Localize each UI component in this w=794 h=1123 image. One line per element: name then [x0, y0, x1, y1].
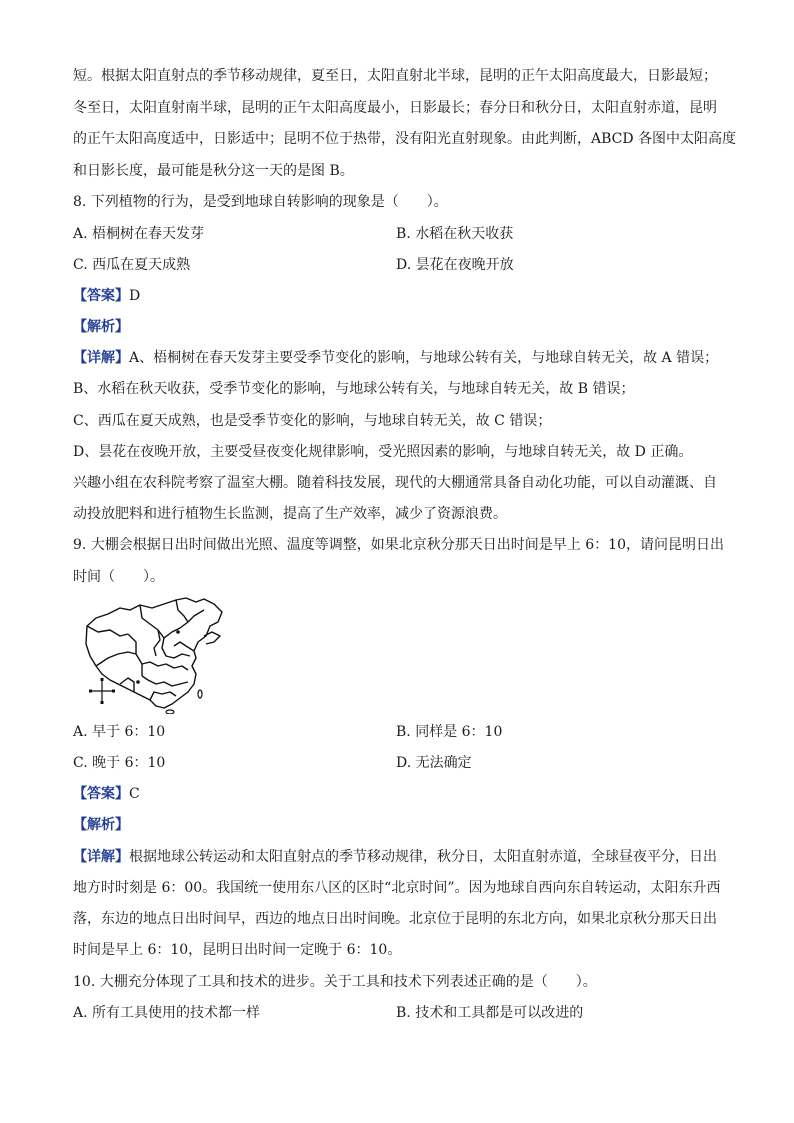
question-10-stem: 10. 大棚充分体现了工具和技术的进步。关于工具和技术下列表述正确的是（ ）。 [73, 974, 597, 990]
q8-option-b: B. 水稻在秋天收获 [396, 226, 514, 242]
paragraph-line: 的正午太阳高度适中，日影适中；昆明不位于热带，没有阳光直射现象。由此判断，ABCD 各图中太阳高度 [73, 131, 737, 147]
q10-option-b: B. 技术和工具都是可以改进的 [396, 1005, 584, 1021]
answer-tag: 【答案】 [73, 288, 129, 304]
q8-detail-line: C、西瓜在夏天成熟，也是受季节变化的影响，与地球自转无关，故 C 错误； [73, 413, 552, 429]
q9-detail-text: 根据地球公转运动和太阳直射点的季节移动规律，秋分日，太阳直射赤道，全球昼夜平分，日出 [129, 849, 717, 865]
q9-detail-line: 落，东边的地点日出时间早，西边的地点日出时间晚。北京位于昆明的东北方向，如果北京秋分那天日出 [73, 911, 717, 927]
q9-option-d: D. 无法确定 [396, 755, 472, 771]
q10-option-a: A. 所有工具使用的技术都一样 [73, 1005, 261, 1021]
q9-detail-line: 地方时时刻是 6：00。我国统一使用东八区的区时“北京时间”。因为地球自西向东自转运动，太阳东升西 [73, 880, 721, 896]
q8-answer-line [73, 286, 723, 306]
q8-detail-line: D、昙花在夜晚开放，主要受昼夜变化规律影响，受光照因素的影响，与地球自转无关，故 D 正确。 [73, 444, 693, 460]
q9-detail-line: 时间是早上 6：10，昆明日出时间一定晚于 6：10。 [73, 942, 402, 958]
q9-analysis-tag [73, 815, 723, 835]
china-map-outline [84, 596, 229, 714]
q8-analysis-tag [73, 317, 723, 337]
detail-tag: 【详解】 [73, 849, 129, 865]
q9-option-b: B. 同样是 6：10 [396, 724, 503, 740]
q9-detail-line [73, 847, 723, 867]
q8-option-a: A. 梧桐树在春天发芽 [73, 226, 205, 242]
q8-detail-text: A、梧桐树在春天发芽主要受季节变化的影响，与地球公转有关，与地球自转无关，故 A 错误； [129, 350, 719, 366]
context-line: 兴趣小组在农科院考察了温室大棚。随着科技发展，现代的大棚通常具备自动化功能，可以自动灌溉、自 [73, 475, 717, 491]
paragraph-line: 冬至日，太阳直射南半球，昆明的正午太阳高度最小，日影最长；春分日和秋分日，太阳直射赤道，昆明 [73, 100, 717, 116]
detail-tag: 【详解】 [73, 350, 129, 366]
context-line: 动投放肥料和进行植物生长监测，提高了生产效率，减少了资源浪费。 [73, 506, 507, 522]
q9-option-c: C. 晚于 6：10 [73, 755, 166, 771]
q8-answer: D [129, 288, 141, 304]
q8-detail-line [73, 348, 723, 368]
paragraph-line: 和日影长度，最可能是秋分这一天的是图 B。 [73, 163, 354, 179]
question-8-stem: 8. 下列植物的行为，是受到地球自转影响的现象是（ ）。 [73, 194, 448, 210]
answer-tag: 【答案】 [73, 786, 129, 802]
q8-option-d: D. 昙花在夜晚开放 [396, 257, 514, 273]
q9-answer-line [73, 784, 723, 804]
question-9-stem-cont: 时间（ ）。 [73, 569, 164, 585]
analysis-tag: 【解析】 [73, 817, 129, 833]
q9-option-a: A. 早于 6：10 [73, 724, 166, 740]
analysis-tag: 【解析】 [73, 319, 129, 335]
q8-detail-line: B、水稻在秋天收获，受季节变化的影响，与地球公转有关，与地球自转无关，故 B 错误； [73, 381, 635, 397]
paragraph-line: 短。根据太阳直射点的季节移动规律，夏至日，太阳直射北半球，昆明的正午太阳高度最大，日影最短； [73, 68, 717, 84]
question-9-stem: 9. 大棚会根据日出时间做出光照、温度等调整，如果北京秋分那天日出时间是早上 6：10，请问昆明日出 [73, 537, 724, 553]
q9-answer: C [129, 786, 140, 802]
china-map-figure [84, 596, 229, 714]
q8-option-c: C. 西瓜在夏天成熟 [73, 257, 191, 273]
